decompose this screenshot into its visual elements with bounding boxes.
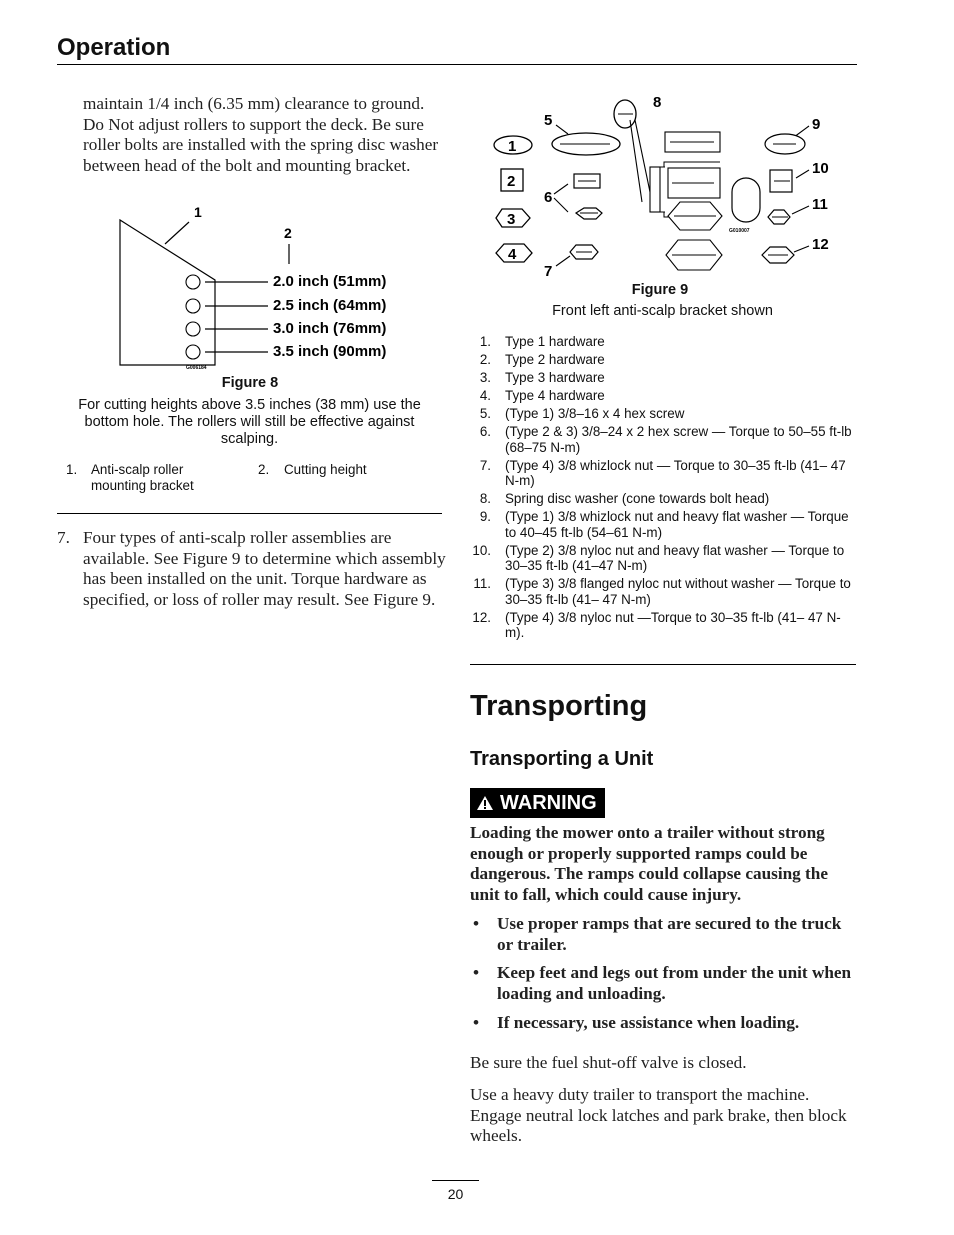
figure-8-legend-text-2: Cutting height (284, 462, 367, 477)
legend-text: (Type 2) 3/8 nyloc nut and heavy flat washer — Torque to 30–35 ft-lb (41–47 N-m) (505, 542, 845, 574)
callout-10-leader (796, 170, 809, 178)
figure-8-part-code: G006184 (186, 365, 207, 371)
figure-9-hardware-diagram (490, 92, 850, 277)
legend-text: (Type 1) 3/8 whizlock nut and heavy flat washer — Torque to 40–45 ft-lb (54–61 N-m) (505, 509, 849, 540)
callout-6-label: 6 (544, 189, 553, 206)
height-hole-2 (186, 299, 200, 313)
figure-9-legend (470, 334, 860, 643)
height-label-3: 3.0 inch (76mm) (273, 320, 387, 337)
legend-text: (Type 1) 3/8–16 x 4 hex screw (505, 405, 685, 421)
transporting-subheading: Transporting a Unit (470, 748, 654, 770)
legend-text: (Type 4) 3/8 nyloc nut —Torque to 30–35 ft-lb (41– 47 N-m). (505, 609, 841, 641)
figure-9-legend-item (470, 458, 860, 489)
height-hole-3 (186, 322, 200, 336)
callout-9-label: 9 (812, 116, 821, 133)
callout-5-label: 5 (544, 112, 553, 129)
legend-text: (Type 2 & 3) 3/8–24 x 2 hex screw — Torque to 50–55 ft-lb (68–75 N-m) (505, 423, 852, 455)
bullet-text: If necessary, use assistance when loading. (497, 1013, 800, 1032)
type-4-label: 4 (508, 246, 517, 263)
callout-8-leader-a (630, 120, 642, 202)
callout-10-label: 10 (812, 160, 829, 177)
step-7-text: Four types of anti-scalp roller assemblies are available. See Figure 9 to determine which assembly has been installed on the unit. Torque hardware as specified, or loss of roller may result. See Figure 9. (83, 528, 446, 609)
fuel-valve-paragraph: Be sure the fuel shut-off valve is closed. (470, 1053, 747, 1072)
figure-9-legend-item (470, 424, 860, 455)
figure-8-caption: Figure 8 (221, 375, 279, 391)
section-title: Operation (57, 34, 171, 61)
bracket-plate (650, 167, 660, 212)
bullet-dot: • (473, 914, 480, 933)
figure-9-legend-item (470, 543, 860, 574)
legend-number: 10. (472, 542, 491, 558)
callout-1-leader (165, 222, 189, 244)
figure-9-legend-item (470, 576, 860, 607)
figure-8-legend-num-2: 2. (258, 462, 270, 477)
legend-number: 6. (479, 423, 491, 439)
callout-6-leader-b (554, 198, 568, 212)
legend-text: Spring disc washer (cone towards bolt head) (505, 491, 770, 507)
callout-8-leader-b (635, 120, 650, 192)
callout-8-label: 8 (653, 94, 662, 111)
legend-text: Type 4 hardware (505, 387, 605, 403)
bullet-text: Keep feet and legs out from under the unit when loading and unloading. (497, 963, 852, 1003)
figure-9-legend-item (470, 610, 860, 641)
figure-8-bracket-diagram (95, 200, 415, 375)
bullet-dot: • (473, 963, 480, 982)
assembly-bracket-top (664, 162, 720, 167)
legend-text: (Type 4) 3/8 whizlock nut — Torque to 30–35 ft-lb (41– 47 N-m) (505, 457, 846, 489)
page-number: 20 (447, 1186, 464, 1202)
figure-9-legend-item (470, 334, 860, 350)
legend-number: 2. (479, 351, 491, 367)
transporting-heading: Transporting (470, 690, 648, 722)
height-label-1: 2.0 inch (51mm) (273, 273, 387, 290)
legend-text: Type 2 hardware (505, 351, 605, 367)
warning-triangle-icon (476, 795, 494, 811)
callout-2-label: 2 (284, 225, 292, 241)
figure-9-legend-item (470, 491, 860, 507)
legend-number: 5. (479, 405, 491, 421)
figure-8-note: For cutting heights above 3.5 inches (38 mm) use the bottom hole. The rollers will still be effective against scalping. (78, 397, 421, 447)
type-2-label: 2 (507, 173, 516, 190)
bullet-dot: • (473, 1013, 480, 1032)
legend-number: 9. (479, 509, 491, 525)
type-3-label: 3 (507, 211, 516, 228)
step-7-number: 7. (57, 528, 70, 547)
callout-1-label: 1 (194, 204, 202, 220)
legend-number: 7. (479, 457, 491, 473)
left-column-rule (57, 513, 442, 514)
header-rule (57, 64, 857, 65)
legend-number: 8. (479, 491, 491, 507)
legend-text: Type 1 hardware (505, 334, 605, 349)
legend-number: 11. (473, 576, 491, 592)
figure-9-legend-item (470, 388, 860, 404)
intro-paragraph: maintain 1/4 inch (6.35 mm) clearance to ground. Do Not adjust rollers to support the deck. Be sure roller bolts are installed with the spring disc washer between head of the bolt and mounting bracket. (83, 94, 439, 175)
callout-7-leader (556, 256, 570, 266)
legend-text: (Type 3) 3/8 flanged nyloc nut without washer — Torque to 30–35 ft-lb (41– 47 N-m) (505, 576, 851, 607)
figure-9-legend-item (470, 352, 860, 368)
figure-9-legend-item (470, 370, 860, 386)
figure-8-legend-num-1: 1. (66, 462, 78, 477)
bullet-text: Use proper ramps that are secured to the truck or trailer. (497, 914, 842, 954)
callout-5-leader (556, 125, 568, 134)
callout-7-label: 7 (544, 263, 553, 277)
callout-11-label: 11 (812, 196, 828, 213)
trailer-paragraph: Use a heavy duty trailer to transport the machine. Engage neutral lock latches and park brake, then block wheels. (470, 1085, 847, 1146)
figure-9-part-code: G010007 (729, 228, 750, 234)
callout-6-leader-a (554, 184, 568, 194)
figure-9-legend-item (470, 406, 860, 422)
roller-symbol (732, 178, 760, 222)
legend-number: 12. (472, 609, 491, 625)
callout-12-leader (794, 246, 809, 252)
height-hole-4 (186, 345, 200, 359)
warning-badge (470, 788, 605, 818)
warning-label: WARNING (500, 791, 597, 814)
legend-number: 4. (479, 387, 491, 403)
right-column-rule (470, 664, 856, 665)
type-1-label: 1 (508, 138, 517, 155)
height-label-4: 3.5 inch (90mm) (273, 343, 387, 360)
figure-9-caption: Figure 9 (631, 282, 689, 298)
callout-11-leader (792, 206, 809, 214)
legend-text: Type 3 hardware (505, 369, 605, 385)
legend-number: 1. (479, 334, 491, 349)
figure-9-note: Front left anti-scalp bracket shown (552, 303, 773, 319)
callout-12-label: 12 (812, 236, 829, 253)
figure-9-legend-item (470, 509, 860, 540)
figure-8-legend-text-1: Anti-scalp roller mounting bracket (91, 462, 194, 493)
height-hole-1 (186, 275, 200, 289)
warning-text: Loading the mower onto a trailer without strong enough or properly supported ramps could be dangerous. The ramps could collapse causing the unit to fall, which could cause injury. (470, 823, 828, 904)
height-label-2: 2.5 inch (64mm) (273, 297, 387, 314)
footer-rule (432, 1180, 479, 1181)
legend-number: 3. (479, 369, 491, 385)
